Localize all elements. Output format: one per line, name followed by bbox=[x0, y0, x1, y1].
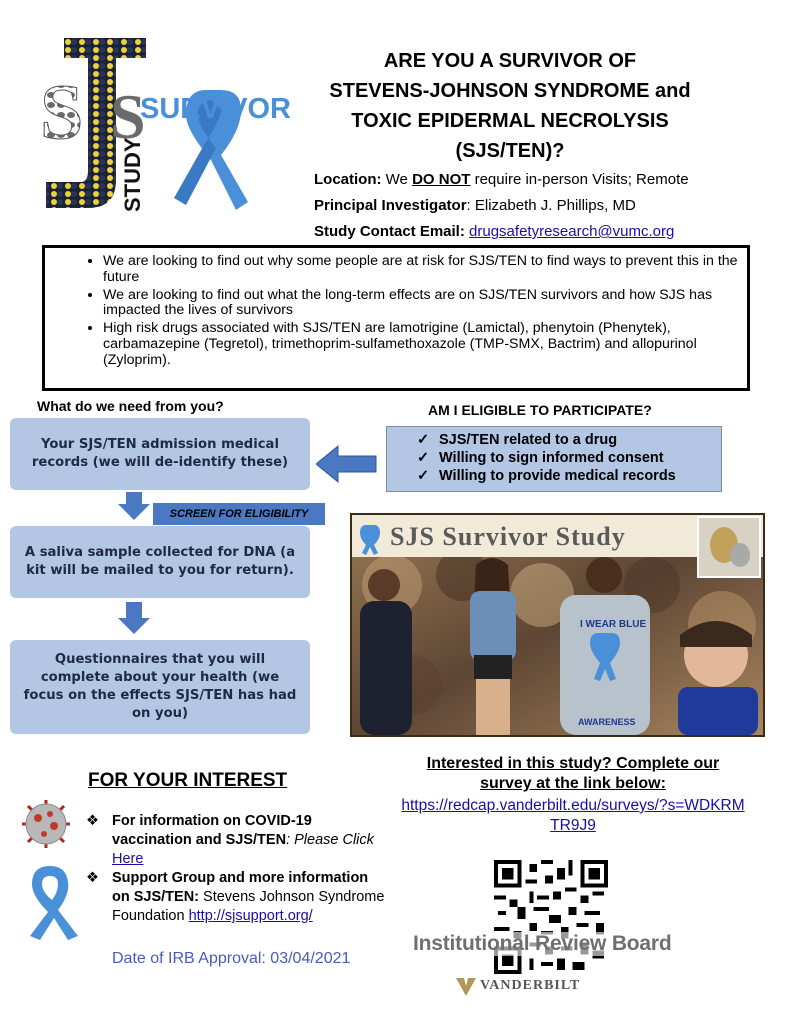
location-label: Location: bbox=[314, 171, 382, 188]
goal-item-1: • We are looking to find out why some people are at risk for SJS/TEN to find ways to prevent this in the future bbox=[103, 254, 747, 286]
photo-graphic bbox=[352, 515, 763, 735]
bullet-diamond-icon: ❖ bbox=[86, 870, 99, 886]
left-arrow-icon bbox=[316, 444, 378, 484]
irb-board-label: Institutional Review Board bbox=[413, 932, 672, 955]
screen-eligibility-banner: SCREEN FOR ELIGIBILITY bbox=[153, 503, 325, 525]
survey-qr-code[interactable] bbox=[494, 860, 608, 974]
eligibility-box bbox=[386, 426, 722, 492]
location-emphasis: DO NOT bbox=[412, 171, 471, 188]
vanderbilt-label: VANDERBILT bbox=[480, 978, 581, 993]
shirt-text: I WEAR BLUE bbox=[580, 619, 647, 630]
covid-info-item: ❖ For information on COVID-19 vaccination and SJS/TEN: Please Click Here bbox=[86, 813, 374, 867]
shirt-bottom-text: AWARENESS bbox=[578, 717, 636, 727]
step-questionnaires: Questionnaires that you will complete about your health (we focus on the effects SJS/TEN has had on you) bbox=[10, 640, 310, 734]
goal-item-3: • High risk drugs associated with SJS/TEN are lamotrigine (Lamictal), phenytoin (Phenytek), carbamazepine (Tegretol), trimethoprim-sulfamethoxazole (TMP-SMX, Bactrim) and allopurinol (Zyloprim). bbox=[103, 321, 747, 368]
vanderbilt-v-icon bbox=[456, 978, 476, 996]
goal-item-2: • We are looking to find out what the long-term effects are on SJS/TEN survivors and how SJS has impacted the lives of survivors bbox=[103, 288, 747, 320]
pi-value: : Elizabeth J. Phillips, MD bbox=[466, 197, 636, 214]
email-label: Study Contact Email: bbox=[314, 223, 465, 240]
email-line bbox=[314, 223, 674, 240]
covid-info-link[interactable]: Here bbox=[112, 851, 144, 867]
title-line-1: ARE YOU A SURVIVOR OF bbox=[383, 50, 637, 72]
photo-banner-text: SJS Survivor Study bbox=[390, 522, 626, 551]
contact-email-link[interactable]: drugsafetyresearch@vumc.org bbox=[469, 223, 675, 240]
step-medical-records: Your SJS/TEN admission medical records (we will de-identify these) bbox=[10, 418, 310, 490]
title-line-2: STEVENS-JOHNSON SYNDROME and bbox=[329, 80, 691, 102]
down-arrow-icon bbox=[116, 602, 152, 636]
sjsupport-link[interactable]: http://sjsupport.org/ bbox=[188, 908, 313, 924]
title-line-3: TOXIC EPIDERMAL NECROLYSIS bbox=[351, 110, 669, 132]
title-line-4: (SJS/TEN)? bbox=[455, 140, 565, 162]
step-saliva-sample: A saliva sample collected for DNA (a kit will be mailed to you for return). bbox=[10, 526, 310, 598]
survey-link[interactable]: https://redcap.vanderbilt.edu/surveys/?s=WDKRMTR9J9 bbox=[401, 797, 745, 834]
check-icon: ✓ bbox=[417, 450, 430, 466]
for-your-interest-heading: FOR YOUR INTEREST bbox=[88, 770, 288, 791]
survivor-photo-collage bbox=[350, 513, 765, 737]
bullet-diamond-icon: ❖ bbox=[86, 813, 99, 829]
study-goals-list bbox=[45, 254, 747, 369]
logo-s-letter: S bbox=[40, 68, 84, 155]
survey-heading: Interested in this study? Complete our survey at the link below: bbox=[426, 755, 720, 792]
virus-icon bbox=[14, 796, 78, 852]
location-post: require in-person Visits; Remote bbox=[474, 171, 689, 188]
logo-study-text: STUDY bbox=[120, 137, 145, 212]
irb-approval-date: Date of IRB Approval: 03/04/2021 bbox=[112, 950, 351, 967]
eligibility-item-1: ✓ SJS/TEN related to a drug bbox=[417, 432, 618, 448]
logo-graphic bbox=[36, 30, 296, 215]
check-icon: ✓ bbox=[417, 432, 430, 448]
pi-line bbox=[314, 197, 636, 214]
support-group-item: ❖ Support Group and more information on SJS/TEN: Stevens Johnson Syndrome Foundation http://sjsupport.org/ bbox=[86, 870, 385, 924]
page-title bbox=[298, 46, 722, 166]
study-goals-box bbox=[42, 245, 750, 391]
location-pre: We bbox=[385, 171, 408, 188]
eligibility-item-3: ✓ Willing to provide medical records bbox=[417, 468, 676, 484]
logo-s2-letter: S bbox=[110, 81, 146, 152]
location-line bbox=[314, 171, 689, 188]
eligibility-item-2: ✓ Willing to sign informed consent bbox=[417, 450, 664, 466]
survey-link-wrap bbox=[400, 796, 746, 836]
down-arrow-icon bbox=[116, 492, 152, 522]
logo-survivor-text: SURVIVOR bbox=[140, 93, 291, 125]
awareness-ribbon-icon bbox=[18, 862, 82, 940]
pi-label: Principal Investigator bbox=[314, 197, 467, 214]
eligibility-heading: AM I ELIGIBLE TO PARTICIPATE? bbox=[428, 402, 652, 418]
needs-heading: What do we need from you? bbox=[37, 398, 224, 414]
check-icon: ✓ bbox=[417, 468, 430, 484]
sjs-survivor-study-logo bbox=[36, 30, 296, 215]
